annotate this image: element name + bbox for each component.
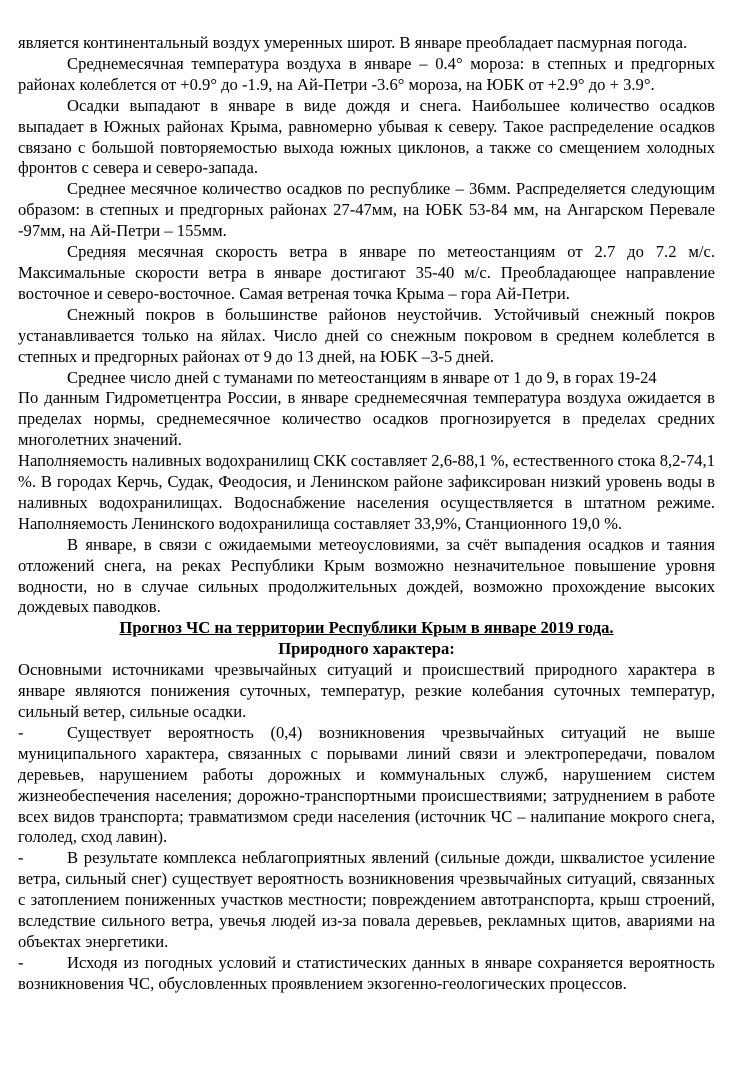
paragraph-rivers: В январе, в связи с ожидаемыми метеоусловиями, за счёт выпадения осадков и таяния отложений снега, на реках Республики Крым возможно незначительное повышение уровня водности, но в случае сильных продолжительных дождей, возможно прохождение высоких дождевых паводков. [18,534,715,617]
dash-marker: - [18,848,24,868]
paragraph-hydromet-forecast: По данным Гидрометцентра России, в январе среднемесячная температура воздуха ожидается в пределах нормы, среднемесячное количество осадков прогнозируется в пределах средних многолетних значений. [18,388,715,450]
paragraph-reservoirs: Наполняемость наливных водохранилищ СКК составляет 2,6-88,1 %, естественного стока 8,2-74,1 %. В городах Керчь, Судак, Феодосия, и Ленинском районе зафиксирован низкий уровень воды в наливных водохранилищах. Водоснабжение населения осуществляется в штатном режиме. Наполняемость Ленинского водохранилища составляет 33,9%, Станционного 19,0 %. [18,451,715,533]
list-item [18,723,715,848]
heading-natural: Природного характера: [278,639,455,659]
paragraph-snow-cover: Снежный покров в большинстве районов неустойчив. Устойчивый снежный покров устанавливается только на яйлах. Число дней со снежным покровом в среднем колеблется в степных и предгорных районах от 9 до 13 дней, на ЮБК –3-5 дней. [18,304,715,366]
list-item-text: Исходя из погодных условий и статистических данных в январе сохраняется вероятность возникновения ЧС, обусловленных проявлением экзогенно-геологических процессов. [18,952,715,993]
dash-marker: - [18,952,24,972]
paragraph-fog: Среднее число дней с туманами по метеостанциям в январе от 1 до 9, в горах 19-24 [67,367,657,387]
list-item-text: Существует вероятность (0,4) возникновения чрезвычайных ситуаций не выше муниципального характера, связанных с порывами линий связи и электропередачи, повалом деревьев, нарушением работы дорожных и коммунальных служб, нарушением систем жизнеобеспечения населения; дорожно-транспортными происшествиями; затруднением в работе всех видов транспорта; травматизмом среди населения (источник ЧС – налипание мокрого снега, гололед, сход лавин). [18,722,715,847]
paragraph-natural-sources: Основными источниками чрезвычайных ситуаций и происшествий природного характера в январе являются понижения суточных, температур, резкие колебания суточных температур, сильный ветер, сильные осадки. [18,660,715,721]
paragraph-precipitation-amount: Среднее месячное количество осадков по республике – 36мм. Распределяется следующим образом: в степных и предгорных районах 27-47мм, на ЮБК 53-84 мм, на Ангарском Перевале -97мм, на Ай-Петри – 155мм. [18,179,715,241]
list-item [18,848,715,953]
heading-forecast: Прогноз ЧС на территории Республики Крым в январе 2019 года. [119,618,614,638]
dash-marker: - [18,722,24,742]
paragraph-precipitation: Осадки выпадают в январе в виде дождя и снега. Наибольшее количество осадков выпадает в Южных районах Крыма, равномерно убывая к северу. Такое распределение осадков связано с большой повторяемостью выхода южных циклонов, а также со смещением холодных фронтов с севера и северо-запада. [18,95,715,178]
list-item [18,953,715,995]
paragraph-wind: Средняя месячная скорость ветра в январе по метеостанциям от 2.7 до 7.2 м/с. Максимальные скорости ветра в январе достигают 35-40 м/с. Преобладающее направление восточное и северо-восточное. Самая ветреная точка Крыма – гора Ай-Петри. [18,242,715,303]
paragraph-temperature: Среднемесячная температура воздуха в январе – 0.4° мороза: в степных и предгорных районах колеблется от +0.9° до -1.9, на Ай-Петри -3.6° мороза, на ЮБК от +2.9° до + 3.9°. [18,53,715,94]
paragraph-continental-air: является континентальный воздух умеренных широт. В январе преобладает пасмурная погода. [18,33,688,52]
list-item-text: В результате комплекса неблагоприятных явлений (сильные дожди, шквалистое усиление ветра, сильный снег) существует вероятность возникновения чрезвычайных ситуаций, связанных с затоплением пониженных участков местности; повреждением автотранспорта, крыш строений, вследствие сильного ветра, увечья людей из-за повала деревьев, рекламных щитов, авариями на объектах энергетики. [18,848,715,951]
